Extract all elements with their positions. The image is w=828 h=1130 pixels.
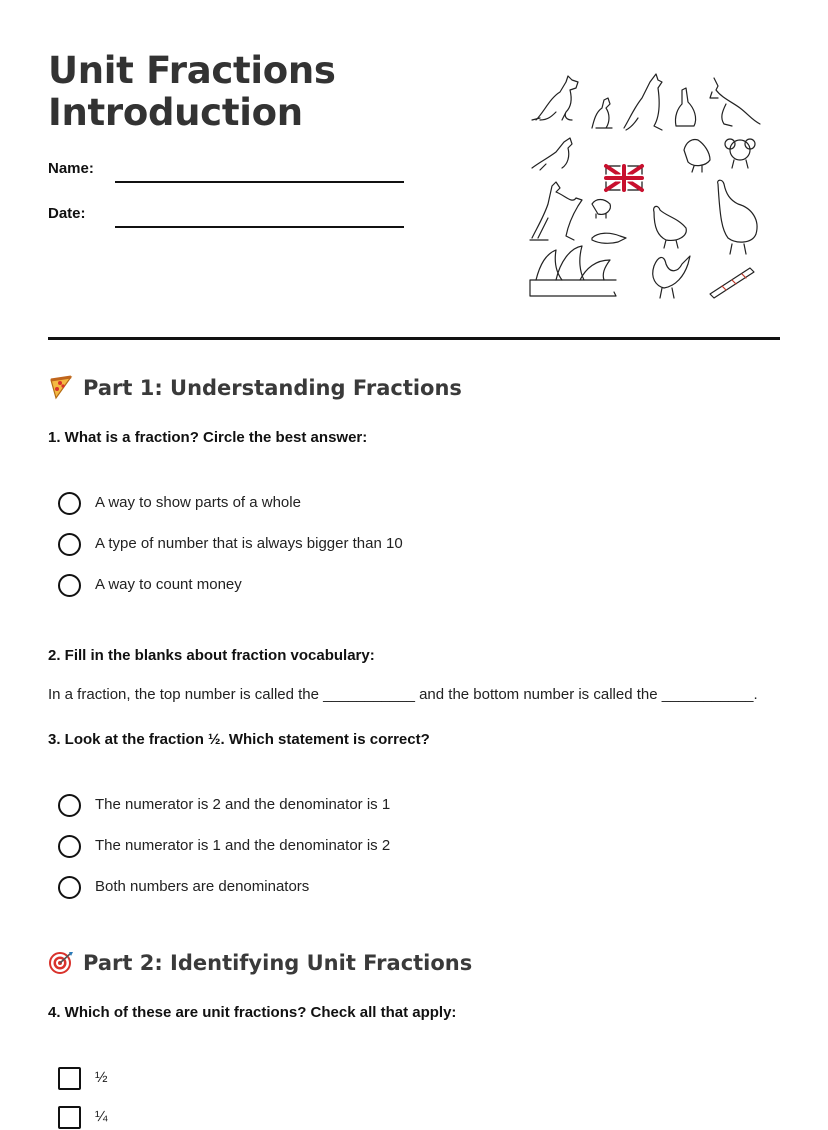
title-line-2: Introduction	[48, 91, 303, 134]
radio-circle-icon[interactable]	[58, 794, 81, 817]
kangaroo-standing-icon	[624, 74, 662, 130]
option-label: ½	[95, 1069, 108, 1086]
question-4: 4. Which of these are unit fractions? Check all that apply:	[48, 1004, 457, 1021]
question-1: 1. What is a fraction? Circle the best answer:	[48, 429, 368, 446]
part1-heading-text: Part 1: Understanding Fractions	[83, 376, 462, 400]
target-dart-icon	[48, 949, 74, 975]
page-title	[48, 50, 336, 134]
australia-clipart-collage-icon	[526, 68, 766, 304]
radio-circle-icon[interactable]	[58, 835, 81, 858]
koala-icon	[725, 139, 755, 168]
name-blank-line[interactable]	[115, 181, 404, 183]
name-label: Name:	[48, 160, 94, 177]
part1-heading	[48, 373, 462, 403]
radio-circle-icon[interactable]	[58, 533, 81, 556]
emu-tall-icon	[718, 180, 757, 254]
emu-small-icon	[654, 206, 687, 248]
sydney-opera-house-icon	[530, 246, 616, 296]
didgeridoo-icon	[710, 268, 754, 298]
checkbox-icon[interactable]	[58, 1067, 81, 1090]
option-label: A type of number that is always bigger than 10	[95, 535, 403, 552]
possum-icon	[592, 200, 610, 219]
wallaby-icon	[592, 98, 612, 128]
question-3: 3. Look at the fraction ½. Which statement is correct?	[48, 731, 430, 748]
kangaroo-large-icon	[530, 182, 582, 240]
part2-heading-text: Part 2: Identifying Unit Fractions	[83, 951, 473, 975]
name-field	[48, 160, 408, 190]
kangaroo-small-icon	[532, 138, 572, 170]
radio-circle-icon[interactable]	[58, 492, 81, 515]
radio-circle-icon[interactable]	[58, 574, 81, 597]
header-divider	[48, 337, 780, 340]
date-field	[48, 205, 408, 235]
radio-circle-icon[interactable]	[58, 876, 81, 899]
option-label: The numerator is 2 and the denominator is 1	[95, 796, 391, 813]
pizza-slice-icon	[48, 374, 74, 400]
bird-icon	[684, 139, 710, 172]
platypus-icon	[592, 233, 626, 243]
date-label: Date:	[48, 205, 86, 222]
option-label: A way to count money	[95, 576, 242, 593]
question-2: 2. Fill in the blanks about fraction vocabulary:	[48, 647, 375, 664]
date-blank-line[interactable]	[115, 226, 404, 228]
part2-heading	[48, 948, 472, 978]
cassowary-icon	[653, 256, 690, 298]
title-line-1: Unit Fractions	[48, 49, 336, 92]
option-label: A way to show parts of a whole	[95, 494, 301, 511]
kangaroo-icon	[532, 76, 578, 120]
option-label: ¼	[95, 1108, 108, 1125]
option-label: Both numbers are denominators	[95, 878, 310, 895]
kangaroo-right-icon	[710, 78, 760, 126]
hare-icon	[675, 88, 695, 126]
option-label: The numerator is 1 and the denominator is 2	[95, 837, 391, 854]
union-jack-flag-icon	[606, 166, 642, 190]
q2-fill-in-sentence[interactable]: In a fraction, the top number is called the ___________ and the bottom number is called the ___________.	[48, 686, 758, 703]
